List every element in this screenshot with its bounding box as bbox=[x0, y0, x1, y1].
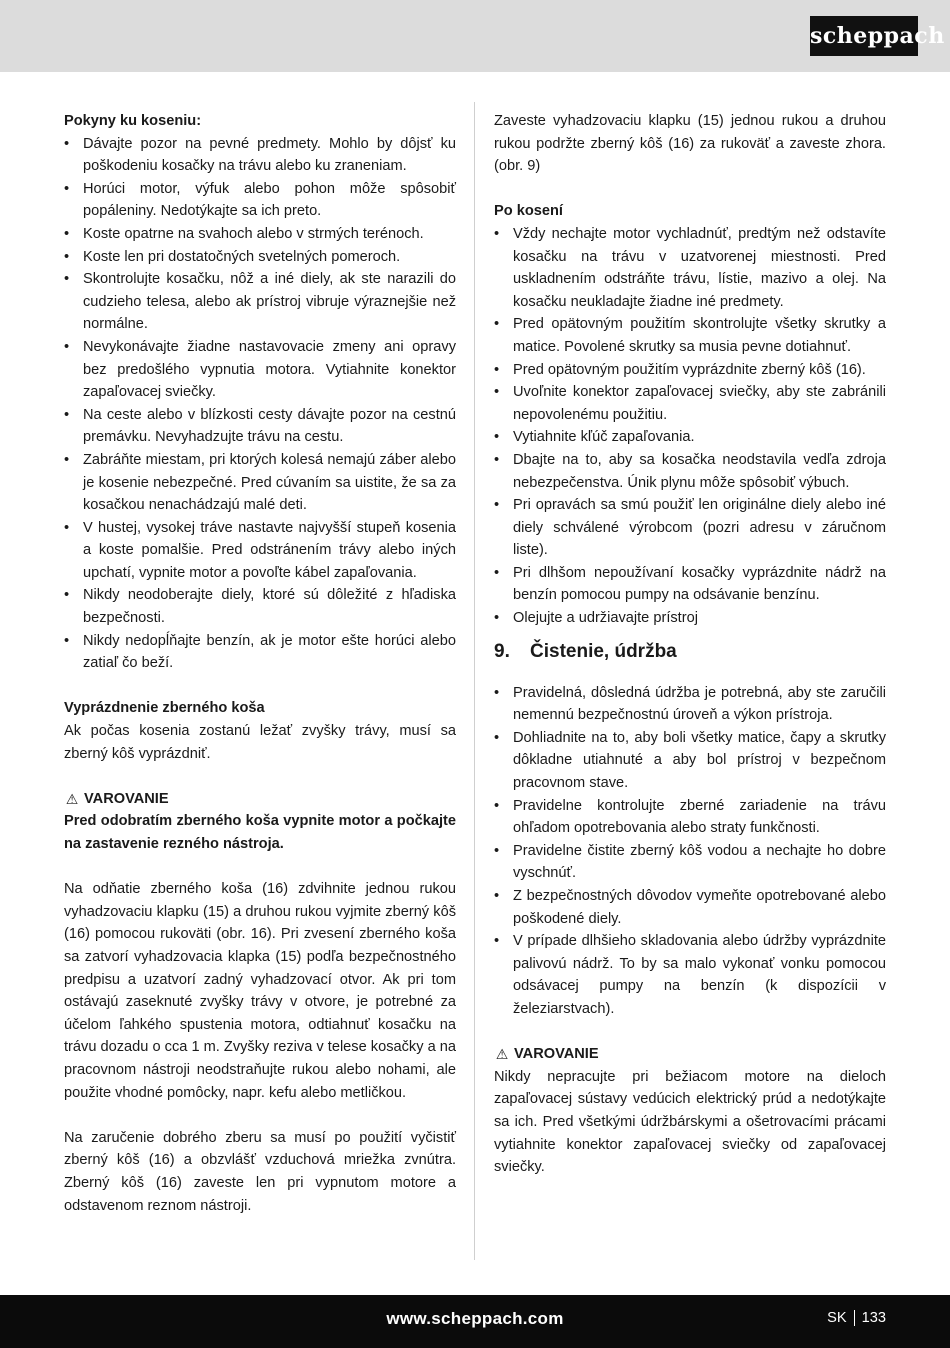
warning-heading bbox=[64, 788, 456, 811]
list-item: • Koste len pri dostatočných svetelných pomeroch. bbox=[64, 246, 456, 269]
list-item: • Zabráňte miestam, pri ktorých kolesá nemajú záber alebo je kosenie nebezpečné. Pred cúvaním sa uistite, že sa za kosačkou nenachádzajú malé deti. bbox=[64, 449, 456, 517]
list-item: • Vždy nechajte motor vychladnúť, predtým než odstavíte kosačku na trávu v uzatvorenej miestnosti. Pred uskladnením odstráňte trávu, lístie, mazivo a olej. Na kosačku neukladajte žiadne iné predmety. bbox=[494, 223, 886, 313]
maintenance-warning-text: Nikdy nepracujte pri bežiacom motore na dieloch zapaľovacej sústavy vedúcich elektrický prúd a nedotýkajte sa ich. Pred všetkými údržbárskymi a ošetrovacími prácami vytiahnite konektor zapaľovacej sviečky od zapaľovacej sviečky. bbox=[494, 1068, 886, 1176]
list-item: • V hustej, vysokej tráve nastavte najvyšší stupeň kosenia a koste pomalšie. Pred odstránením trávy alebo iných upchatí, vypnite motor a povoľte kábel zapaľovania. bbox=[64, 517, 456, 585]
page-separator bbox=[854, 1310, 855, 1326]
section-number: 9. bbox=[494, 640, 510, 662]
warning-heading-2 bbox=[494, 1043, 886, 1066]
left-column bbox=[64, 110, 456, 1217]
list-item: • Pri opravách sa smú použiť len originálne diely alebo iné diely schválené výrobcom (pozri adresu v záručnom liste). bbox=[494, 494, 886, 562]
list-item: • Pravidelná, dôsledná údržba je potrebná, aby ste zaručili nemennú bezpečnostnú úroveň a výkon prístroja. bbox=[494, 682, 886, 727]
website-link[interactable]: www.scheppach.com bbox=[386, 1309, 564, 1328]
list-item: • Dbajte na to, aby sa kosačka neodstavila vedľa zdroja nebezpečenstva. Únik plynu môže spôsobiť výbuch. bbox=[494, 449, 886, 494]
list-item: • Nikdy nedopĺňajte benzín, ak je motor ešte horúci alebo zatiaľ čo beží. bbox=[64, 630, 456, 675]
list-item: • Dohliadnite na to, aby boli všetky matice, čapy a skrutky dôkladne utiahnuté a aby bol prístroj v bezpečnom pracovnom stave. bbox=[494, 727, 886, 795]
mowing-instructions-list bbox=[64, 133, 456, 675]
warning-label: VAROVANIE bbox=[84, 790, 169, 807]
clean-catcher-text: Na zaručenie dobrého zberu sa musí po použití vyčistiť zberný kôš (16) a obzvlášť vzduchová mriežka zvnútra. Zberný kôš (16) zaveste len pri vypnutom motore a odstavenom reznom nástroji. bbox=[64, 1129, 456, 1214]
list-item: • Pred opätovným použitím vyprázdnite zberný kôš (16). bbox=[494, 359, 886, 382]
remove-catcher-text: Na odňatie zberného koša (16) zdvihnite jednou rukou vyhadzovaciu klapku (15) a druhou rukou vyjmite zberný kôš (16) pomocou rukoväti (obr. 16). Pri zvesení zberného koša sa zatvorí vyhadzovacia klapka (15) podľa bezpečnostného predpisu a uzatvorí zadný vyhadzovací otvor. Ak pri tom ostávajú zaseknuté zvyšky trávy v otvore, je potrebné za účelom ľahkého spustenia motora, odtiahnuť kosačku na trávu dozadu o cca 1 m. Zvyšky reziva v telese kosačky a na pracovnom nástroji neodstraňujte rukou alebo nohami, ale použite vhodné pomôcky, napr. kefu alebo metličkou. bbox=[64, 881, 456, 1101]
list-item: • Nikdy neodoberajte diely, ktoré sú dôležité z hľadiska bezpečnosti. bbox=[64, 584, 456, 629]
page-indicator bbox=[827, 1310, 886, 1326]
warning-triangle-icon: ⚠ bbox=[495, 1046, 509, 1063]
list-item: • Vytiahnite kľúč zapaľovania. bbox=[494, 426, 886, 449]
list-item: • Pravidelne kontrolujte zberné zariadenie na trávu ohľadom opotrebovania alebo straty funkčnosti. bbox=[494, 795, 886, 840]
list-item: • Horúci motor, výfuk alebo pohon môže spôsobiť popáleniny. Nedotýkajte sa ich preto. bbox=[64, 178, 456, 223]
list-item: • Uvoľnite konektor zapaľovacej sviečky, aby ste zabránili nepovolenému použitiu. bbox=[494, 381, 886, 426]
list-item: • Pri dlhšom nepoužívaní kosačky vyprázdnite nádrž na benzín pomocou pumpy na odsávanie benzínu. bbox=[494, 562, 886, 607]
after-mowing-heading: Po kosení bbox=[494, 203, 563, 220]
empty-catcher-heading: Vyprázdnenie zberného koša bbox=[64, 700, 265, 717]
column-divider bbox=[474, 102, 475, 1260]
list-item: • Nevykonávajte žiadne nastavovacie zmeny ani opravy bez predošlého vypnutia motora. Vytiahnite konektor zapaľovacej sviečky. bbox=[64, 336, 456, 404]
section-heading bbox=[494, 638, 886, 666]
brand-logo: scheppach bbox=[810, 16, 918, 56]
after-mowing-list bbox=[494, 223, 886, 630]
warning-triangle-icon: ⚠ bbox=[65, 790, 79, 807]
list-item: • Pravidelne čistite zberný kôš vodou a nechajte ho dobre vyschnúť. bbox=[494, 840, 886, 885]
right-column bbox=[494, 110, 886, 1179]
list-item: • Koste opatrne na svahoch alebo v strmých terénoch. bbox=[64, 223, 456, 246]
list-item: • V prípade dlhšieho skladovania alebo údržby vyprázdnite palivovú nádrž. To by sa malo vykonať vonku pomocou odsávacej pumpy na benzín (k dispozícii v železiarstvach). bbox=[494, 930, 886, 1020]
warning-text: Pred odobratím zberného koša vypnite motor a počkajte na zastavenie rezného nástroja. bbox=[64, 813, 456, 852]
page-number: 133 bbox=[861, 1310, 886, 1326]
list-item: • Skontrolujte kosačku, nôž a iné diely, ak ste narazili do cudzieho telesa, alebo ak prístroj vibruje výraznejšie než normálne. bbox=[64, 268, 456, 336]
footer-bar bbox=[0, 1295, 950, 1348]
list-item: • Z bezpečnostných dôvodov vymeňte opotrebované alebo poškodené diely. bbox=[494, 885, 886, 930]
section-title: Čistenie, údržba bbox=[530, 640, 677, 662]
hang-catcher-text: Zaveste vyhadzovaciu klapku (15) jednou rukou a druhou rukou podržte zberný kôš (16) za rukoväť a zaveste zhora. (obr. 9) bbox=[494, 113, 886, 175]
mowing-instructions-heading: Pokyny ku koseniu: bbox=[64, 113, 202, 129]
warning-label: VAROVANIE bbox=[514, 1046, 599, 1063]
maintenance-list bbox=[494, 682, 886, 1021]
empty-catcher-text: Ak počas kosenia zostanú ležať zvyšky trávy, musí sa zberný kôš vyprázdniť. bbox=[64, 723, 456, 762]
list-item: • Pred opätovným použitím skontrolujte všetky skrutky a matice. Povolené skrutky sa musia pevne dotiahnuť. bbox=[494, 313, 886, 358]
language-code: SK bbox=[827, 1310, 847, 1326]
list-item: • Na ceste alebo v blízkosti cesty dávajte pozor na cestnú premávku. Nevyhadzujte trávu na cestu. bbox=[64, 404, 456, 449]
list-item: • Olejujte a udržiavajte prístroj bbox=[494, 607, 886, 630]
header-band bbox=[0, 0, 950, 72]
list-item: • Dávajte pozor na pevné predmety. Mohlo by dôjsť ku poškodeniu kosačky na trávu alebo ku zraneniam. bbox=[64, 133, 456, 178]
